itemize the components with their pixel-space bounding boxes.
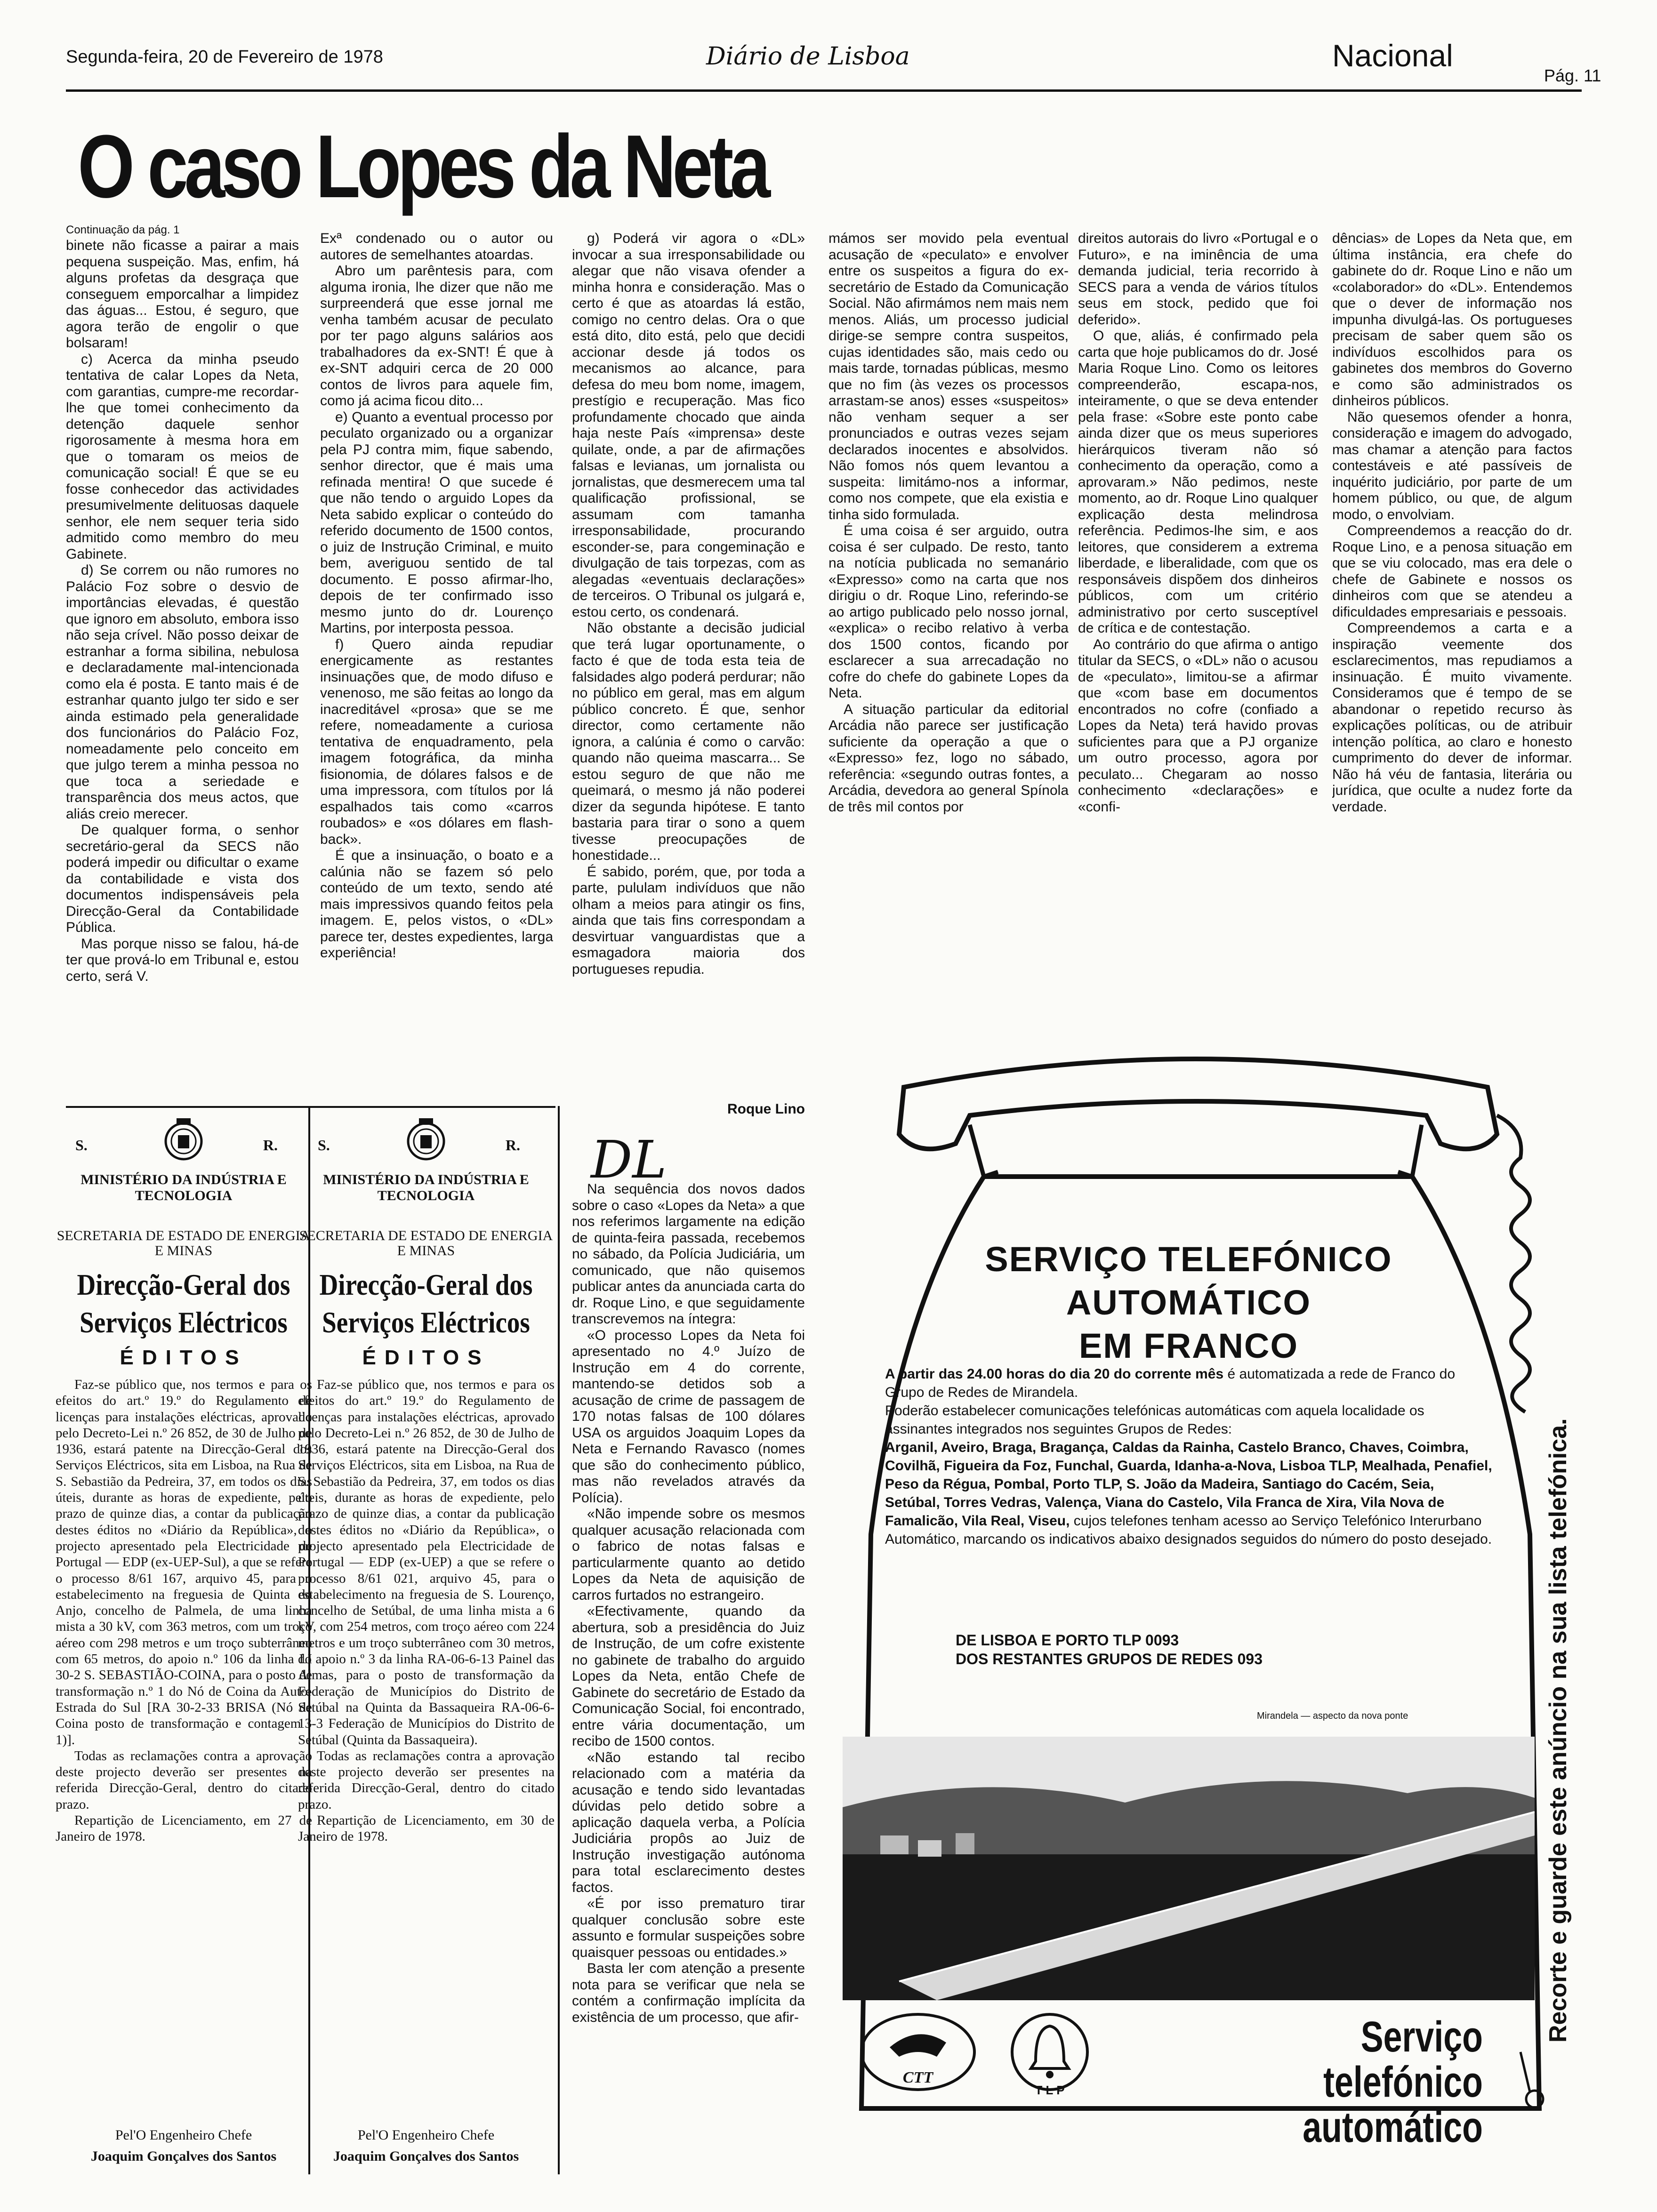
- paragraph: e) Quanto a eventual processo por peculato organizado ou a organizar pela PJ contra mim, fique sabendo, senhor director, que é mais uma refinada mentira! O que sucede é que não tendo o arguido Lopes da Neta sabido explicar o conteúdo do referido documento de 1500 contos, o juiz de Instrução Criminal, e muito bem, averiguou sentido de tal documento. E posso afirmar-lho, depois de ter confirmado isso mesmo junto do dr. Lourenço Martins, por interposta pessoa.: [320, 409, 553, 636]
- paragraph: Abro um parêntesis para, com alguma ironia, lhe dizer que não me surpreenderá que esse jornal me venha também acusar de peculato por ter pago alguns salários aos trabalhadores da ex-SNT! É que à ex-SNT adquiri cerca de 20 000 contos de livros para aquele fim, como já acima ficou dito...: [320, 263, 553, 409]
- paragraph: c) Acerca da minha pseudo tentativa de calar Lopes da Neta, com garantias, cumpre-me recordar-lhe que tomei conhecimento da detenção daquele senhor rigorosamente à mesma hora em que o tomaram os meios de comunicação social! É que se eu fosse conhecedor das actividades presumivelmente delituosas daquele senhor, ele nem sequer teria sido admitido como membro do meu Gabinete.: [66, 351, 299, 562]
- notice-signatory-name: Joaquim Gonçalves dos Santos: [90, 2148, 277, 2164]
- notice-r-mark: R.: [263, 1137, 278, 1154]
- ctt-logo-icon: [857, 2005, 979, 2099]
- paragraph: Mas porque nisso se falou, há-de ter que prová-lo em Tribunal e, estou certo, será V.: [66, 936, 299, 984]
- paragraph: A situação particular da editorial Arcádia não parece ser justificação suficiente da operação a que o «Expresso» fez, logo no sábado, referência: «segundo outras fontes, a Arcádia, devedora ao general Spínola de três mil contos por: [828, 701, 1069, 815]
- letter-signature: Roque Lino: [727, 1101, 805, 1117]
- newspaper-name: Diário de Lisboa: [706, 42, 910, 71]
- article-column-4: [828, 231, 1069, 946]
- legal-notice-1: [52, 1111, 315, 2170]
- ad-intro-rest: é automatizada a rede de Franco do Grupo de Redes de Mirandela.: [885, 1366, 1456, 1400]
- paragraph: É uma coisa é ser arguido, outra coisa é ser culpado. De resto, tanto na notícia publicada no semanário «Expresso» como na carta que nos dirigiu o dr. Roque Lino, referindo-se ao artigo publicado pelo nosso jornal, «explica» o recibo relativo à verba dos 1500 contos, ficando por esclarecer a sua arrecadação no cofre do chefe do gabinete Lopes da Neta.: [828, 523, 1069, 701]
- ad-network-groups: Arganil, Aveiro, Braga, Bragança, Caldas da Rainha, Castelo Branco, Chaves, Coimbra, Covilhã, Figueira da Foz, Funchal, Guarda, Idanha-a-Nova, Lisboa TLP, Mealhada, Penafiel, Peso da Régua, Pombal, Porto TLP, S. João da Madeira, Santiago do Cacém, Seia, Setúbal, Torres Vedras, Valença, Viana do Castelo, Vila Franca de Xira, Vila Nova de Famalicão, Vila Real, Viseu,: [885, 1440, 1492, 1529]
- paragraph: «Efectivamente, quando da abertura, sob a presidência do Juiz de Instrução, de um cofre existente no gabinete de trabalho do arguido Lopes da Neta, então Chefe de Gabinete do secretário de Estado da Comunicação Social, foi encontrado, entre vária documentação, um recibo de 1500 contos.: [572, 1603, 805, 1749]
- paragraph: «O processo Lopes da Neta foi apresentado no 4.º Juízo de Instrução em 4 do corrente, mantendo-se detidos sob a acusação de crime de passagem de 170 notas falsas de 100 dólares USA os arguidos Joaquim Lopes da Neta e Fernando Ravasco (nomes que são do conhecimento público, mas não revelados através da Polícia).: [572, 1327, 805, 1506]
- notice-body: [56, 1377, 312, 1845]
- ad-body-text: [885, 1365, 1492, 1548]
- article-headline: O caso Lopes da Neta: [78, 117, 767, 216]
- notice-title: ÉDITOS: [362, 1346, 490, 1369]
- notice-title: ÉDITOS: [120, 1346, 248, 1369]
- ministry-name: MINISTÉRIO DA INDÚSTRIA E TECNOLOGIA: [323, 1172, 529, 1203]
- ad-text-2: Poderão estabelecer comunicações telefónicas automáticas com aquela localidade os assinantes integrados nos seguintes Grupos de Redes:: [885, 1403, 1424, 1437]
- section-name: Nacional: [1332, 38, 1453, 73]
- paragraph: «Não estando tal recibo relacionado com a matéria da acusação e tendo sido levantadas dúvidas pelo detido sobre a aplicação daquela verba, a Polícia Judiciária propôs ao Juiz de Instrução investigação autónoma para total esclarecimento destes factos.: [572, 1749, 805, 1895]
- secretariat-name: SECRETARIA DE ESTADO DE ENERGIA E MINAS: [299, 1228, 553, 1258]
- dialing-code-lisbon-porto: DE LISBOA E PORTO TLP 0093: [956, 1632, 1179, 1649]
- paragraph: De qualquer forma, o senhor secretário-geral da SECS não poderá impedir ou dificultar o exame da contabilidade e vista dos documentos indispensáveis pela Direcção-Geral da Contabilidade Pública.: [66, 822, 299, 935]
- notice-body: [298, 1377, 555, 1845]
- ad-title-line: AUTOMÁTICO: [1066, 1283, 1311, 1322]
- paragraph: É que a insinuação, o boato e a calúnia não se fazem só pelo conteúdo de um texto, sendo até mais impressivos quando feitos pela imagem. E, pelos vistos, o «DL» parece ter, destes expedientes, larga experiência!: [320, 848, 553, 961]
- divider-rule: [66, 1106, 555, 1108]
- ctt-logo-text: CTT: [902, 2069, 933, 2086]
- paragraph: Não quesemos ofender a honra, consideração e imagem do advogado, mas chamar a atenção para factos contestáveis e até passíveis de inquérito judiciário, por parte de um homem público, ou que, de algum modo, o envolviam.: [1332, 409, 1572, 522]
- paragraph: Compreendemos a reacção do dr. Roque Lino, e a penosa situação em que se viu colocado, mas era dele o chefe de Gabinete e nossos os dinheiros com que se atendeu a dificuldades empresariais e pessoais.: [1332, 523, 1572, 620]
- dialing-codes: [956, 1631, 1263, 1668]
- notice-s-mark: S.: [75, 1137, 88, 1154]
- paragraph: binete não ficasse a pairar a mais pequena suspeição. Mas, enfim, há alguns profetas da desgraça que conseguem emporcalhar a limpidez das águas... Estou, é seguro, que agora terão de engolir o que bolsaram!: [66, 238, 299, 351]
- paragraph: É sabido, porém, que, por toda a parte, pululam indivíduos que não olham a meios para atingir os fins, ainda que tais fins correspondam a desvirtuar vanguardistas que a esmagadora maioria dos portugueses repudia.: [572, 864, 805, 977]
- paragraph: Basta ler com atenção a presente nota para se verificar que nela se contém a confirmação implícita da existência de um processo, que afir-: [572, 1961, 805, 2025]
- divider-rule: [558, 1106, 560, 2174]
- paragraph: direitos autorais do livro «Portugal e o Futuro», e na iminência de uma demanda judicial, teria recorrido à SECS para a venda de vários títulos seus em stock, pedido que foi deferido».: [1078, 231, 1318, 328]
- ministry-name: MINISTÉRIO DA INDÚSTRIA E TECNOLOGIA: [80, 1172, 287, 1203]
- ad-title: [932, 1238, 1445, 1368]
- article-column-3b: [572, 1181, 805, 2170]
- dl-monogram-logo: DL: [591, 1130, 667, 1190]
- paragraph: Repartição de Licenciamento, em 27 de Janeiro de 1978.: [56, 1813, 312, 1844]
- issue-date: Segunda-feira, 20 de Fevereiro de 1978: [66, 47, 383, 67]
- paragraph: f) Quero ainda repudiar energicamente as restantes insinuações que, de modo difuso e venenoso, me são feitas ao longo da inacreditável «prosa» que se me refere, nomeadamente a curiosa tentativa de enquadramento, pela imagem fotográfica, da minha fisionomia, de dólares falsos e de uma impressora, com títulos por lá espalhados tais como «carros roubados» e «os dólares em flash-back».: [320, 636, 553, 847]
- tlp-logo-text: T L P: [1035, 2083, 1065, 2097]
- paragraph: Faz-se público que, nos termos e para os efeitos do art.º 19.º do Regulamento de licenças para instalações eléctricas, aprovado pelo Decreto-Lei n.º 26 852, de 30 de Julho de 1936, estará patente na Direcção-Geral dos Serviços Eléctricos, sita em Lisboa, na Rua de S. Sebastião da Pedreira, 37, em todos os dias úteis, durante as horas de expediente, pelo prazo de quinze dias, a contar da publicação destes éditos no «Diário da República», o projecto apresentado pela Electricidade de Portugal — EDP (ex-UEP) a que se refere o processo 8/61 021, arquivo 45, para o estabelecimento na freguesia de S. Lourenço, concelho de Setúbal, de uma linha mista a 6 kV, com 254 metros, com troço aéreo com 224 metros e um troço subterrâneo com 30 metros, do apoio n.º 3 da linha RA-06-6-13 Painel das Almas, para o posto de transformação da Federação de Municípios do Distrito de Setúbal na Quinta da Bassaqueira RA-06-6-13-3 Federação de Municípios do Distrito de Setúbal (Quinta da Bassaqueira).: [298, 1377, 555, 1747]
- paragraph: Faz-se público que, nos termos e para os efeitos do art.º 19.º do Regulamento de licenças para instalações eléctricas, aprovado pelo Decreto-Lei n.º 26 852, de 30 de Julho de 1936, estará patente na Direcção-Geral dos Serviços Eléctricos, sita em Lisboa, na Rua de S. Sebastião da Pedreira, 37, em todos os dias úteis, durante as horas de expediente, pelo prazo de quinze dias, a contar da publicação destes éditos no «Diário da República», o projecto apresentado pela Electricidade de Portugal — EDP (ex-UEP-Sul), a que se refere o processo 8/61 167, arquivo 45, para o estabelecimento na freguesia de Quinta do Anjo, concelho de Palmela, de uma linha mista a 30 kV, com 363 metros, com um troço aéreo com 298 metros e um troço subterrâneo com 65 metros, do apoio n.º 106 da linha LI 30-2 S. SEBASTIÃO-COINA, para o posto de transformação n.º 1 do Nó de Coina da Auto-Estrada do Sul [RA 30-2-33 BRISA (Nó de Coina posto de transformação e contagem - 1)].: [56, 1377, 312, 1747]
- notice-s-mark: S.: [318, 1137, 330, 1154]
- notice-signatory-title: Pel'O Engenheiro Chefe: [357, 2127, 495, 2143]
- masthead: [0, 0, 1657, 104]
- directorate-name: Direcção-Geral dos Serviços Eléctricos: [319, 1268, 533, 1339]
- ad-intro-bold: A partir das 24.00 horas do dia 20 do corrente mês: [885, 1366, 1224, 1382]
- ad-text-3: cujos telefones tenham acesso ao Serviço Telefónico Interurbano Automático, marcando os indicativos abaixo designados seguidos do número do posto desejado.: [885, 1513, 1492, 1547]
- continuation-note: Continuação da pág. 1: [66, 224, 180, 236]
- paragraph: d) Se correm ou não rumores no Palácio Foz sobre o desvio de importâncias elevadas, é questão que ignoro em absoluto, embora isso não seja crível. Não posso deixar de estranhar a forma sibilina, nebulosa e declaradamente mal-intencionada como ela é posta. E tanto mais é de estranhar quanto julgo ter sido e ser ainda estimado pela generalidade dos funcionários do Palácio Foz, nomeadamente pelo conceito em que julgo terem a minha pessoa no que toca a seriedade e transparência dos meus actos, que aliás creio merecer.: [66, 562, 299, 822]
- paragraph: Todas as reclamações contra a aprovação deste projecto deverão ser presentes na referida Direcção-Geral, dentro do citado prazo.: [298, 1748, 555, 1812]
- paragraph: Não obstante a decisão judicial que terá lugar oportunamente, o facto é que de toda esta teia de falsidades algo poderá perdurar; não no público em geral, mas em algum público concreto. É que, senhor director, como certamente não ignora, a calúnia é como o carvão: quando não queima mascarra... Se estou seguro de que não me queimará, o mesmo já não poderei dizer da segunda hipótese. E tanto bastaria para tirar o sono a quem tivesse preocupações de honestidade...: [572, 620, 805, 863]
- cut-out-instruction: Recorte e guarde este anúncio na sua lista telefónica.: [1544, 1418, 1572, 2043]
- secretariat-name: SECRETARIA DE ESTADO DE ENERGIA E MINAS: [56, 1228, 311, 1258]
- tlp-bell-logo-icon: [1007, 2000, 1092, 2104]
- article-column-2: [320, 231, 553, 1087]
- notice-r-mark: R.: [505, 1137, 520, 1154]
- article-column-3: [572, 231, 805, 1097]
- bridge-photo: [843, 1737, 1535, 2000]
- telephone-service-advertisement: [828, 1017, 1591, 2165]
- photo-caption: Mirandela — aspecto da nova ponte: [1257, 1711, 1408, 1721]
- paragraph: dências» de Lopes da Neta que, em última instância, era chefe do gabinete do dr. Roque Lino e não um «colaborador» do «DL». Entendemos que o dever de informação nos impunha divulgá-las. Os portugueses precisam de saber quem são os indivíduos escolhidos para os gabinetes dos membros do Governo e como são administrados os dinheiros públicos.: [1332, 231, 1572, 409]
- notice-signatory-name: Joaquim Gonçalves dos Santos: [333, 2148, 519, 2164]
- directorate-name: Direcção-Geral dos Serviços Eléctricos: [77, 1268, 290, 1339]
- paragraph: Repartição de Licenciamento, em 30 de Janeiro de 1978.: [298, 1813, 555, 1844]
- paragraph: «É por isso prematuro tirar qualquer conclusão sobre este assunto e formular suspeições sobre quaisquer pessoas ou entidades.»: [572, 1896, 805, 1960]
- header-rule: [66, 89, 1582, 92]
- ad-slogan: [1226, 2014, 1483, 2150]
- paragraph: Na sequência dos novos dados sobre o caso «Lopes da Neta» a que nos referimos largamente na edição de quinta-feira passada, recebemos no sábado, da Polícia Judiciária, um comunicado, que não quisemos publicar antes da anunciada carta do dr. Roque Lino, e que seguidamente transcrevemos na íntegra:: [572, 1181, 805, 1327]
- ad-title-line: SERVIÇO TELEFÓNICO: [985, 1240, 1392, 1279]
- ad-title-line: EM FRANCO: [1078, 1326, 1299, 1365]
- page-number: Pág. 11: [1544, 66, 1601, 85]
- paragraph: mámos ser movido pela eventual acusação de «peculato» e envolver entre os suspeitos a figura do ex-secretário de Estado da Comunicação Social. Não afirmámos nem mais nem menos. Aliás, um processo judicial dirige-se sempre contra suspeitos, cujas identidades são, mais cedo ou mais tarde, tornadas públicas, mesmo que no fim (às vezes os processos arrastam-se anos) esses «suspeitos» não venham sequer a ser pronunciados e outras vezes sejam declarados inocentes e absolvidos. Não fomos nós quem levantou a suspeita: limitámo-nos a informar, como nos compete, que ela existia e tinha sido formulada.: [828, 231, 1069, 522]
- coat-of-arms-icon: [405, 1115, 447, 1167]
- legal-notice-2: [294, 1111, 558, 2170]
- coat-of-arms-icon: [162, 1115, 205, 1167]
- article-column-5: [1078, 231, 1318, 946]
- dialing-code-other: DOS RESTANTES GRUPOS DE REDES 093: [956, 1651, 1263, 1667]
- ad-slogan-line: Serviço telefónico: [1323, 2013, 1483, 2106]
- ad-slogan-line: automático: [1303, 2103, 1483, 2151]
- article-column-6: [1332, 231, 1572, 946]
- paragraph: Ao contrário do que afirma o antigo titular da SECS, o «DL» não o acusou de «peculato», limitou-se a afirmar que «com base em documentos encontrados no cofre (confiado a Lopes da Neta) terá havido provas suficientes para que a PJ organize um outro processo, agora por peculato... Chegaram ao nosso conhecimento «declarações» e «confi-: [1078, 636, 1318, 815]
- paragraph: «Não impende sobre os mesmos qualquer acusação relacionada com o fabrico de notas falsas e particularmente quanto ao detido Lopes da Neta de aquisição de carros furtados no estrangeiro.: [572, 1506, 805, 1603]
- paragraph: Todas as reclamações contra a aprovação deste projecto deverão ser presentes na referida Direcção-Geral, dentro do citado prazo.: [56, 1748, 312, 1812]
- article-column-1: [66, 238, 299, 1047]
- paragraph: O que, aliás, é confirmado pela carta que hoje publicamos do dr. José Maria Roque Lino. Como os leitores compreenderão, escapa-nos, inteiramente, o que se deva entender pela frase: «Sobre este ponto cabe ainda dizer que os meus superiores hierárquicos tiveram não só conhecimento da operação, como a aprovaram.» Não pedimos, neste momento, ao dr. Roque Lino qualquer explicação desta melindrosa referência. Pedimos-lhe sim, e aos leitores, que considerem a extrema liberdade, e liberalidade, com que os responsáveis dispõem dos dinheiros públicos, com um critério administrativo por certo susceptível de crítica e de contestação.: [1078, 328, 1318, 636]
- paragraph: g) Poderá vir agora o «DL» invocar a sua irresponsabilidade ou alegar que não visava ofender a minha honra e consideração. Mas o certo é que as atoardas lá estão, comigo no centro delas. Ora o que está dito, dito está, pelo que decidi accionar desde já todos os mecanismos ao alcance, para defesa do meu bom nome, imagem, prestígio e recuperação. Mas fico profundamente chocado que ainda haja neste País «imprensa» deste quilate, onde, a par de afirmações falsas e levianas, um jornalista ou jornalistas, que desmerecem uma tal qualificação profissional, se assumam com tamanha irresponsabilidade, procurando esconder-se, para congeminação e divulgação de tais torpezas, com as alegadas «eventuais declarações» de terceiros. O Tribunal os julgará e, estou certo, os condenará.: [572, 231, 805, 620]
- notice-signatory-title: Pel'O Engenheiro Chefe: [115, 2127, 252, 2143]
- paragraph: Compreendemos a carta e a inspiração veemente dos esclarecimentos, mas repudiamos a insinuação. É muito vivamente. Consideramos que é tempo de se abandonar o repetido recurso às explicações políticas, ou de atribuir intenção política, ao claro e honesto cumprimento do dever de informar. Não há véu de fantasia, literária ou jurídica, que oculte a nudez forte da verdade.: [1332, 620, 1572, 815]
- paragraph: Exª condenado ou o autor ou autores de semelhantes atoardas.: [320, 231, 553, 263]
